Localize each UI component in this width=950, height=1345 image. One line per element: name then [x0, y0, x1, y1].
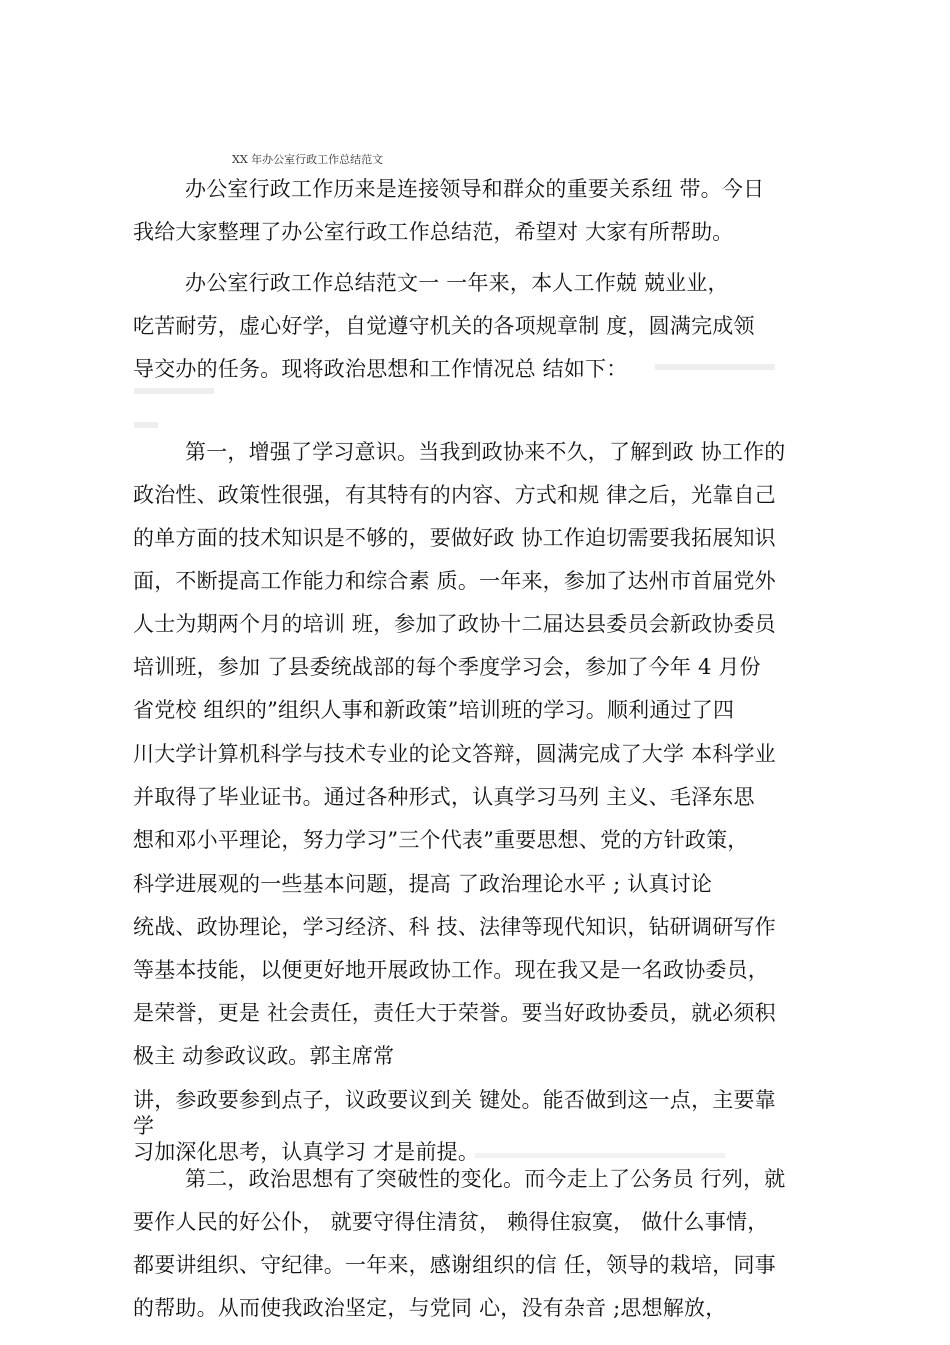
- paragraph-line: 人士为期两个月的培训 班，参加了政协十二届达县委员会新政协委员: [133, 612, 776, 636]
- paragraph-line: 都要讲组织、守纪律。一年来，感谢组织的信 任，领导的栽培，同事: [133, 1253, 776, 1277]
- paragraph-line: 科学进展观的一些基本问题，提高 了政治理论水平 ; 认真讨论: [133, 872, 713, 896]
- paragraph-line: 第二，政治思想有了突破性的变化。而今走上了公务员 行列，就: [185, 1167, 786, 1191]
- paragraph-line: 川大学计算机科学与技术专业的论文答辩，圆满完成了大学 本科学业: [133, 742, 776, 766]
- paragraph-line: 培训班，参加 了县委统战部的每个季度学习会，参加了今年 4 月份: [133, 655, 761, 679]
- paragraph-line: 并取得了毕业证书。通过各种形式，认真学习马列 主义、毛泽东思: [133, 785, 755, 809]
- paragraph-line: 学: [133, 1114, 155, 1138]
- faint-artifact: [475, 1153, 725, 1158]
- document-title: XX 年办公室行政工作总结范文: [232, 153, 384, 166]
- paragraph-line: 办公室行政工作历来是连接领导和群众的重要关系纽 带。今日: [185, 177, 765, 201]
- paragraph-line: 习加深化思考，认真学习 才是前提。: [133, 1140, 480, 1164]
- paragraph-line: 政治性、政策性很强，有其特有的内容、方式和规 律之后，光靠自己: [133, 483, 776, 507]
- paragraph-line: 我给大家整理了办公室行政工作总结范，希望对 大家有所帮助。: [133, 220, 734, 244]
- paragraph-line: 极主 动参政议政。郭主席常: [133, 1044, 395, 1068]
- paragraph-line: 要作人民的好公仆， 就要守得住清贫， 赖得住寂寞， 做什么事情，: [133, 1210, 769, 1234]
- paragraph-line: 办公室行政工作总结范文一 一年来，本人工作兢 兢业业，: [185, 271, 729, 295]
- paragraph-line: 想和邓小平理论，努力学习”三个代表”重要思想、党的方针政策，: [133, 828, 749, 852]
- paragraph-line: 的单方面的技术知识是不够的，要做好政 协工作迫切需要我拓展知识: [133, 526, 776, 550]
- paragraph-line: 面，不断提高工作能力和综合素 质。一年来，参加了达州市首届党外: [133, 569, 776, 593]
- paragraph-line: 吃苦耐劳，虚心好学，自觉遵守机关的各项规章制 度，圆满完成领: [133, 314, 755, 338]
- faint-artifact: [655, 364, 775, 370]
- paragraph-line: 等基本技能，以便更好地开展政协工作。现在我又是一名政协委员，: [133, 958, 769, 982]
- paragraph-line: 导交办的任务。现将政治思想和工作情况总 结如下：: [133, 357, 628, 381]
- paragraph-line: 统战、政协理论，学习经济、科 技、法律等现代知识，钻研调研写作: [133, 915, 776, 939]
- faint-artifact: [134, 388, 214, 394]
- paragraph-line: 是荣誉，更是 社会责任，责任大于荣誉。要当好政协委员，就必须积: [133, 1001, 776, 1025]
- paragraph-line: 省党校 组织的”组织人事和新政策”培训班的学习。顺利通过了四: [133, 698, 735, 722]
- paragraph-line: 的帮助。从而使我政治坚定，与党同 心，没有杂音 ;思想解放，: [133, 1296, 727, 1320]
- paragraph-line: 讲，参政要参到点子，议政要议到关 键处。能否做到这一点，主要靠: [133, 1088, 776, 1112]
- paragraph-line: 第一，增强了学习意识。当我到政协来不久，了解到政 协工作的: [185, 440, 786, 464]
- faint-artifact: [134, 422, 158, 428]
